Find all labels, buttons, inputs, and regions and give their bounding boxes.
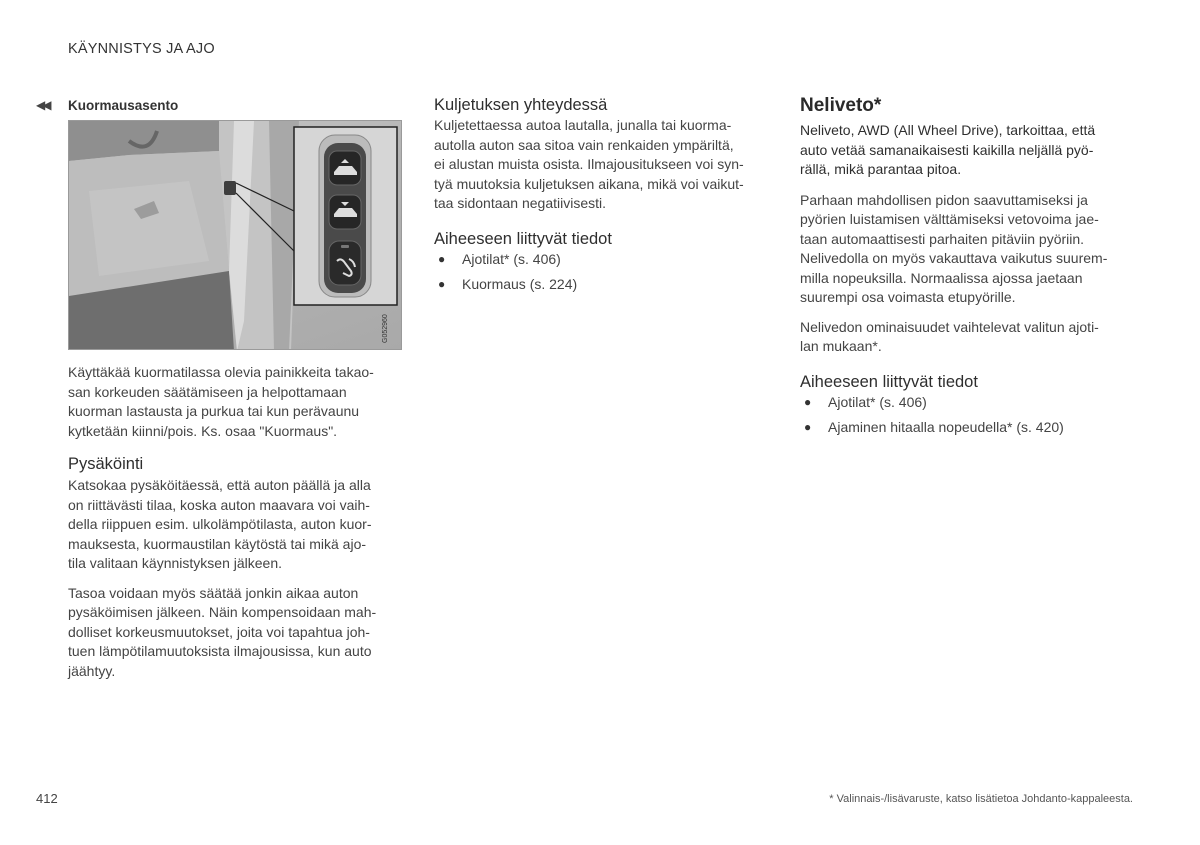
bullet-icon: ● <box>438 251 446 266</box>
text-line: tuen lämpötilamuutoksista ilmajousissa, kun auto <box>68 643 372 659</box>
text-line: tyä muutoksia kuljetuksen aikana, mikä voi vaikut- <box>434 175 744 192</box>
text-line: rällä, mikä parantaa pitoa. <box>800 161 962 177</box>
awd-paragraph-1 <box>800 191 1140 308</box>
text-line: Nelivedolla on myös vakauttava vaikutus suurem- <box>800 250 1108 266</box>
related-links-list <box>434 250 774 295</box>
text-line: lan mukaan*. <box>800 338 882 354</box>
link-label: Ajotilat* (s. 406) <box>828 393 927 410</box>
related-link-drive-modes[interactable] <box>800 393 1140 413</box>
text-line: Käyttäkää kuormatilassa olevia painikkeita takao- <box>68 364 374 380</box>
footnote: * Valinnais-/lisävaruste, katso lisätietoa Johdanto-kappaleesta. <box>829 793 1133 805</box>
transport-section <box>434 94 774 301</box>
text-line: taan automaattisesti parhaiten pitäviin pyöriin. <box>800 230 1085 247</box>
related-link-drive-modes[interactable] <box>434 250 774 270</box>
parking-paragraph-2 <box>68 584 402 682</box>
chapter-title: KÄYNNISTYS JA AJO <box>68 41 215 57</box>
text-line: dolliset korkeusmuutokset, joita voi tapahtua joh- <box>68 623 370 640</box>
related-links-list <box>800 393 1140 438</box>
awd-section <box>800 94 1140 444</box>
text-line: jäähtyy. <box>68 662 116 679</box>
text-line: ei alustan muista osista. Ilmajousitukseen voi syn- <box>434 156 744 172</box>
cargo-area-figure <box>68 120 402 350</box>
loading-paragraph <box>68 363 402 441</box>
bullet-icon: ● <box>804 394 812 409</box>
text-line: Nelivedon ominaisuudet vaihtelevat valitun ajoti- <box>800 318 1099 335</box>
text-line: kuorman lastausta ja purkua tai kun perävaunu <box>68 403 360 419</box>
text-line: mauksesta, kuormaustilan käytöstä tai mikä ajo- <box>68 535 367 552</box>
link-label: Ajaminen hitaalla nopeudella* (s. 420) <box>828 419 1064 435</box>
text-line: tila valitaan käynnistyksen jälkeen. <box>68 555 283 571</box>
text-line: taa sidontaan negatiivisesti. <box>434 195 606 211</box>
text-line: on riittävästi tilaa, koska auton maavara voi vaih- <box>68 496 370 513</box>
text-line: autolla auton saa sitoa vain renkaiden ympäriltä, <box>434 136 734 153</box>
transport-paragraph <box>434 116 774 214</box>
related-info-title: Aiheeseen liittyvät tiedot <box>434 229 612 248</box>
related-link-loading[interactable] <box>434 275 774 295</box>
related-link-low-speed-driving[interactable] <box>800 418 1140 438</box>
continuation-arrows-icon: ◀◀ <box>36 98 49 112</box>
text-line: pysäköimisen jälkeen. Näin kompensoidaan mah- <box>68 604 377 620</box>
section-title: Kuljetuksen yhteydessä <box>434 96 608 114</box>
text-line: Parhaan mahdollisen pidon saavuttamiseksi ja <box>800 191 1088 208</box>
text-line: Tasoa voidaan myös säätää jonkin aikaa auton <box>68 584 359 601</box>
parking-section <box>68 453 402 681</box>
related-info-title: Aiheeseen liittyvät tiedot <box>800 372 978 391</box>
link-label: Kuormaus (s. 224) <box>462 276 578 292</box>
text-line: pyörien luistamisen välttämiseksi vetovoima jae- <box>800 211 1099 227</box>
text-line: Kuljetettaessa autoa lautalla, junalla tai kuorma- <box>434 117 732 133</box>
text-line: milla nopeuksilla. Normaalissa ajossa jaetaan <box>800 269 1083 286</box>
text-line: Katsokaa pysäköitäessä, että auton päällä ja alla <box>68 477 371 493</box>
text-line: della riippuen esim. ulkolämpötilasta, auton kuor- <box>68 516 372 532</box>
figure-subheading: Kuormausasento <box>68 98 179 113</box>
text-line: san korkeuden säätämiseen ja helpottamaan <box>68 383 347 400</box>
bullet-icon: ● <box>804 420 812 434</box>
bullet-icon: ● <box>438 277 446 291</box>
parking-paragraph-1 <box>68 476 402 574</box>
text-line: suurempi osa voimasta etupyörille. <box>800 289 1016 305</box>
awd-lead <box>800 121 1140 180</box>
section-title: Pysäköinti <box>68 455 144 473</box>
text-line: kytketään kiinni/pois. Ks. osaa "Kuormaus". <box>68 422 338 439</box>
awd-paragraph-2 <box>800 318 1140 357</box>
page-number: 412 <box>36 791 58 806</box>
figure-code: G052960 <box>382 314 389 343</box>
link-label: Ajotilat* (s. 406) <box>462 250 561 267</box>
cargo-illustration <box>69 121 402 350</box>
text-line: Neliveto, AWD (All Wheel Drive), tarkoittaa, että <box>800 122 1096 138</box>
section-title: Neliveto* <box>800 95 882 116</box>
text-line: auto vetää samanaikaisesti kaikilla neljällä pyö- <box>800 141 1094 158</box>
